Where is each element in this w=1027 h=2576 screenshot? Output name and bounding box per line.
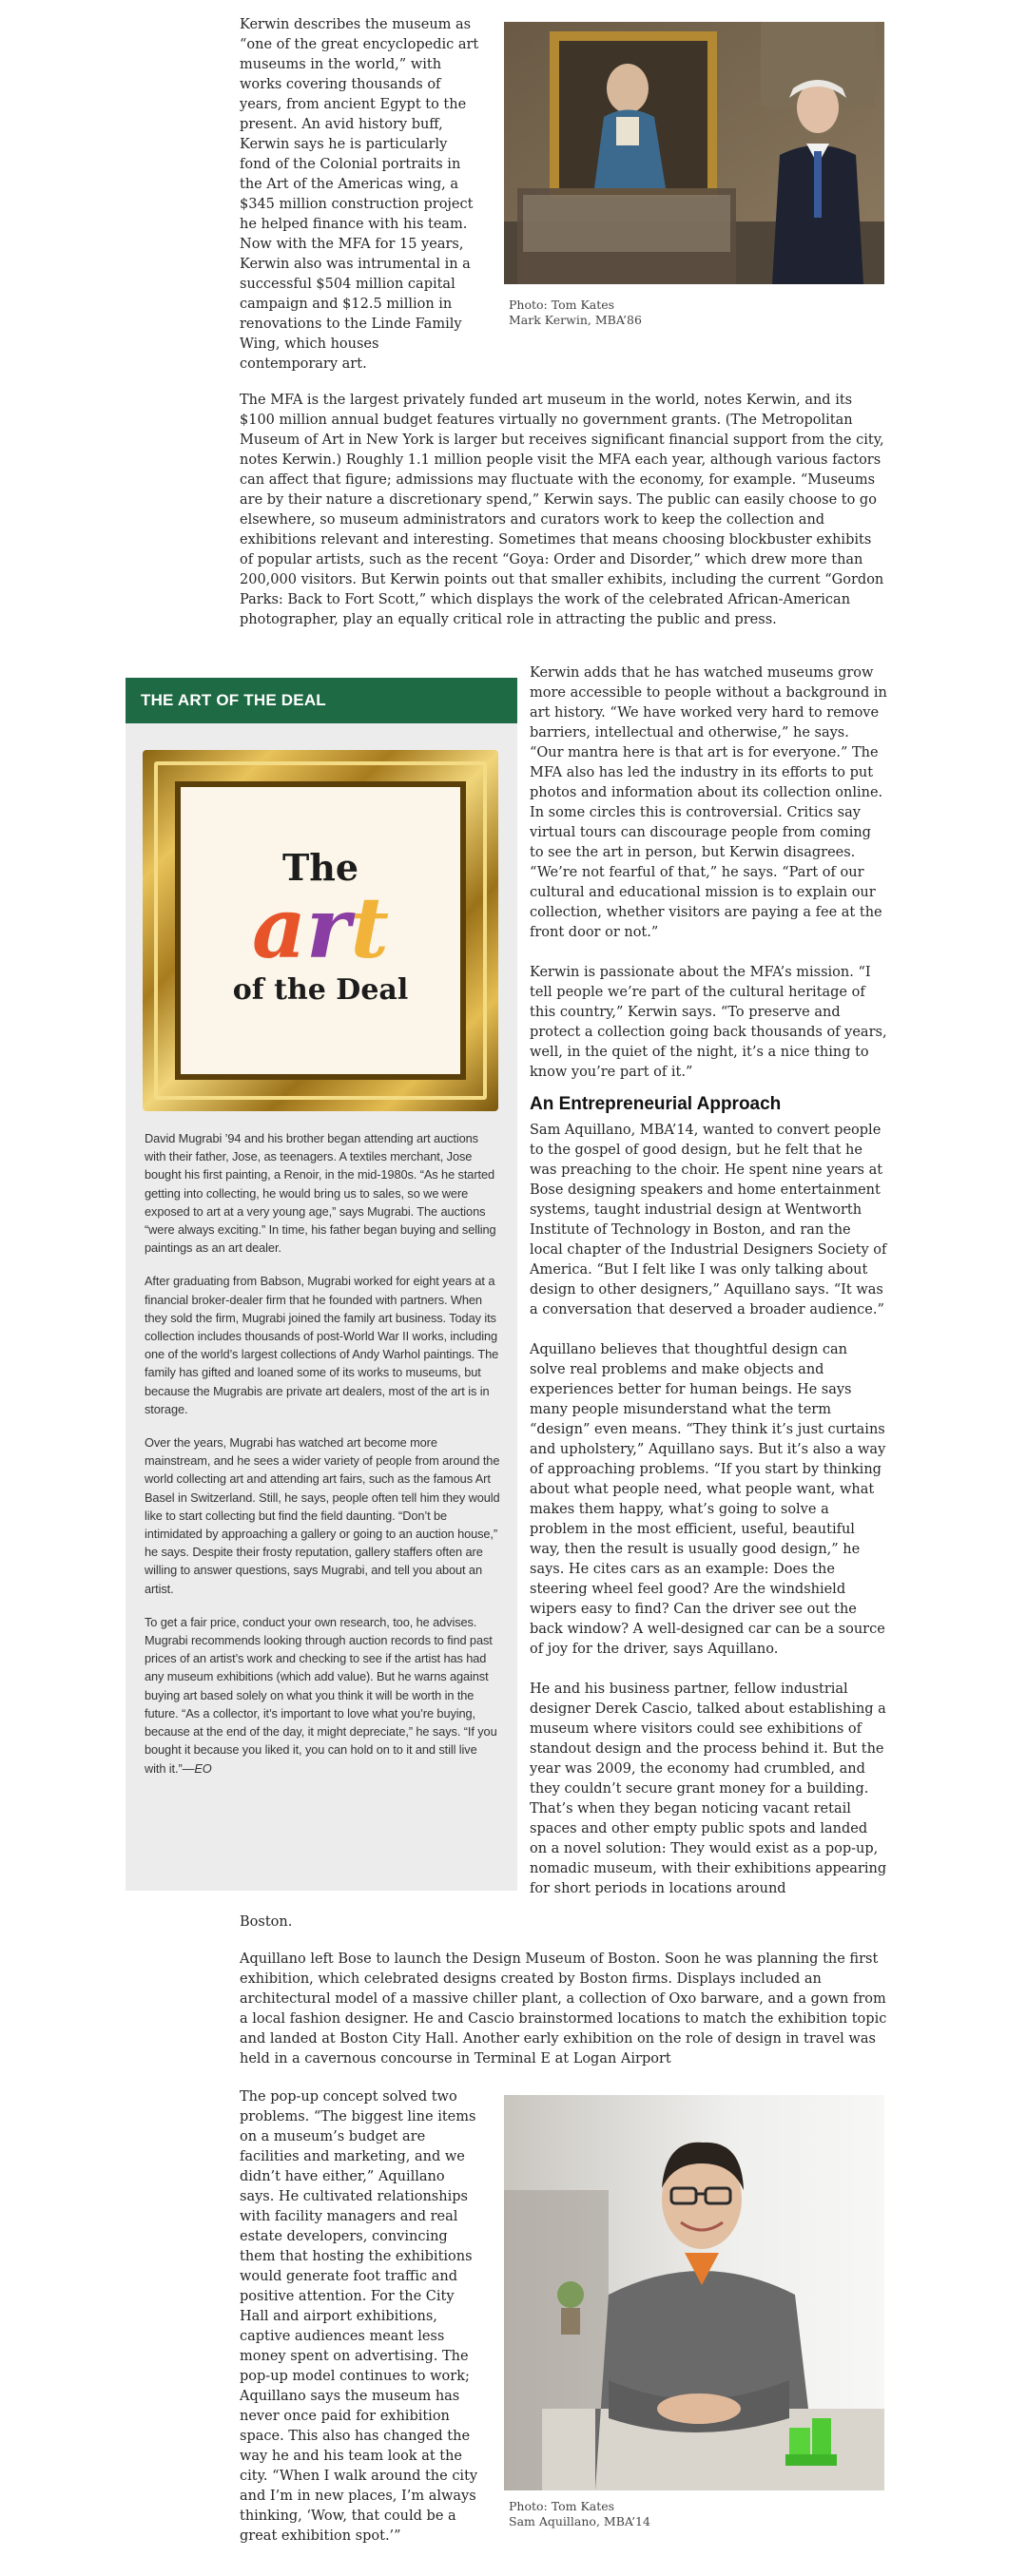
portrait-image (504, 2095, 884, 2490)
sidebar-paragraph-last (145, 1613, 500, 1778)
sidebar-heading: THE ART OF THE DEAL (126, 678, 517, 723)
logo-letter-a: a (251, 878, 306, 977)
full-width-paragraph: Aquillano left Bose to launch the Design Museum of Boston. Soon he was planning the first exhibition, which celebrated designs created by Boston firms. Displays included an architectural model of a massive chiller plant, a collection of Oxo barware, and a gown from a local fashion designer. He and Cascio brainstormed locations to match the exhibition topic and landed at Boston City Hall. Another early exhibition on the role of design in travel was held in a cavernous concourse in Terminal E at Logan Airport (240, 1951, 887, 2067)
sidebar-signature: —EO (182, 1760, 212, 1776)
sidebar-paragraph: Over the years, Mugrabi has watched art become more mainstream, and he sees a wider variety of people from around the world collecting art and attending art fairs, such as the famous Art Basel in Switzerland. Still, he says, people often tell him they would like to start collecting but find the field daunting. “Don’t be intimidated by approaching a gallery or going to an auction house,” he says. Despite their frosty reputation, gallery staffers often are willing to answer questions, says Mugrabi, and tell you about an artist. (145, 1435, 500, 1596)
logo-letter-t: t (350, 878, 390, 977)
sidebar-paragraph: After graduating from Babson, Mugrabi worked for eight years at a financial broker-dealer firm that he founded with partners. When they sold the firm, Mugrabi joined the family art business. Today its collection includes thousands of post-World War II works, including one of the world’s largest collections of Andy Warhol paintings. The family has gifted and loaned some of its works to museums, but because the Mugrabis are private art dealers, most of the art is in storage. (145, 1274, 499, 1416)
sidebar-body (145, 1129, 500, 1793)
photo1-credit: Photo: Tom Kates (509, 298, 615, 312)
photo1-caption: Mark Kerwin, MBA’86 (509, 313, 642, 327)
boston-line: Boston. (240, 1914, 293, 1930)
intro-paragraph-2: The MFA is the largest privately funded art museum in the world, notes Kerwin, and its $100 million annual budget features virtually no government grants. (The Metropolitan Museum of Art in New York is larger but receives significant financial support from the city, notes Kerwin.) Roughly 1.1 million people visit the MFA each year, although various factors can affect that figure; admissions may fluctuate with the economy, for example. “Museums are by their nature a discretionary spend,” Kerwin says. The public can easily choose to go elsewhere, so museum administrators and curators work to keep the collection and exhibitions relevant and interesting. Sometimes that means choosing blockbuster exhibits of popular artists, such as the recent “Goya: Order and Disorder,” which drew more than 200,000 visitors. But Kerwin points out that smaller exhibits, including the current “Gordon Parks: Back to Fort Scott,” which displays the work of the celebrated African-American photographer, play an equally critical role in attracting the public and press. (240, 393, 884, 627)
sidebar-paragraph: David Mugrabi ’94 and his brother began attending art auctions with their father, Jose, as teenagers. A textiles merchant, Jose bought his first painting, a Renoir, in the mid-1980s. “As he started getting into collecting, he would bring us to sales, so we were exposed to art at a very young age,” says Mugrabi. The auctions “were always exciting.” In time, his father began buying and selling paintings as an art dealer. (145, 1131, 496, 1256)
right-paragraph-2: Kerwin is passionate about the MFA’s mission. “I tell people we’re part of the cultural heritage of this country,” Kerwin says. “To preserve and protect a collection going back thousands of years, well, in the quiet of the night, it’s a nice thing to know you’re part of it.” (530, 965, 887, 1080)
photo-sam-aquillano (504, 2095, 884, 2490)
logo-of-the-deal: of the Deal (232, 973, 409, 1007)
logo-art (175, 878, 466, 977)
logo-the: The (281, 846, 359, 889)
right-column (530, 663, 887, 1899)
section-heading: An Entrepreneurial Approach (530, 1094, 782, 1114)
photo2-credit: Photo: Tom Kates (509, 2499, 615, 2513)
logo-letter-r: r (306, 878, 351, 977)
bottom-paragraph: The pop-up concept solved two problems. “The biggest line items on a museum’s budget are facilities and marketing, and we didn’t have either,” Aquillano says. He cultivated relationships with facility managers and real estate developers, convincing them that hosting the exhibitions would generate foot traffic and positive attention. For the City Hall and airport exhibitions, captive audiences meant less money spent on advertising. The pop-up model continues to work; Aquillano says the museum has never once paid for exhibition space. This also has changed the way he and his team look at the city. “When I walk around the city and I’m in new places, I’m always thinking, ‘Wow, that could be a great exhibition spot.’” (240, 2089, 478, 2544)
photo2-caption: Sam Aquillano, MBA’14 (509, 2514, 650, 2528)
museum-gallery-image (504, 22, 884, 284)
intro-paragraph-1: Kerwin describes the museum as “one of the great encyclopedic art museums in the world,” with works covering thousands of years, from ancient Egypt to the present. An avid history buff, Kerwin says he is particularly fond of the Colonial portraits in the Art of the Americas wing, a $345 million construction project he helped finance with his team. Now with the MFA for 15 years, Kerwin also was intrumental in a successful $504 million capital campaign and $12.5 million in renovations to the Linde Family Wing, which houses contemporary art. (240, 17, 479, 372)
right-paragraph-1: Kerwin adds that he has watched museums grow more accessible to people without a background in art history. “We have worked very hard to remove barriers, intellectual and otherwise,” he says. “Our mantra here is that art is for everyone.” The MFA also has led the industry in its efforts to put photos and information about its collection online. In some circles this is controversial. Critics say virtual tours can discourage people from coming to see the art in person, but Kerwin disagrees. “We’re not fearful of that,” he says. “Part of our cultural and educational mission is to explain our collection, whether visitors are paying a fee at the front door or not.” (530, 665, 887, 940)
right-paragraph-5: He and his business partner, fellow industrial designer Derek Cascio, talked about establishing a museum where visitors could see exhibitions of standout design and the process behind it. But the year was 2009, the economy had crumbled, and they couldn’t secure grant money for a building. That’s when they began noticing vacant retail spaces and other empty public spots and landed on a novel solution: They would exist as a pop-up, nomadic museum, with their exhibitions appearing for short periods in locations around (530, 1682, 887, 1896)
right-paragraph-3: Sam Aquillano, MBA’14, wanted to convert people to the gospel of good design, but he felt that he was preaching to the choir. He spent nine years at Bose designing speakers and home entertainment systems, taught industrial design at Wentworth Institute of Technology in Boston, and ran the local chapter of the Industrial Designers Society of America. “But I felt like I was only talking about design to other designers,” Aquillano says. “It was a conversation that deserved a broader audience.” (530, 1123, 887, 1317)
photo-mark-kerwin (504, 22, 884, 284)
right-paragraph-4: Aquillano believes that thoughtful design can solve real problems and make objects and experiences better for human beings. He says many people misunderstand what the term “design” even means. “They think it’s just curtains and upholstery,” Aquillano says. But it’s also a way of approaching problems. “If you start by thinking about what people need, what people want, what makes them happy, what’s going to solve a problem in the most efficient, useful, beautiful way, then the result is usually good design,” he says. He cites cars as an example: Does the steering wheel feel good? Are the windshield wipers easy to find? Can the driver see out the back window? A well-designed car can be a source of joy for the driver, says Aquillano. (530, 1342, 886, 1657)
sidebar-last-text: To get a fair price, conduct your own research, too, he advises. Mugrabi recommends looking through auction records to find past prices of an artist’s work and checking to see if the artist has had any museum exhibitions (which add value). But he warns against buying art based solely on what you think it will be worth in the future. “As a collector, it’s important to love what you’re buying, because at the end of the day, it might depreciate,” he says. “If you bought it because you liked it, you can hold on to it and still live with it.” (145, 1614, 497, 1776)
